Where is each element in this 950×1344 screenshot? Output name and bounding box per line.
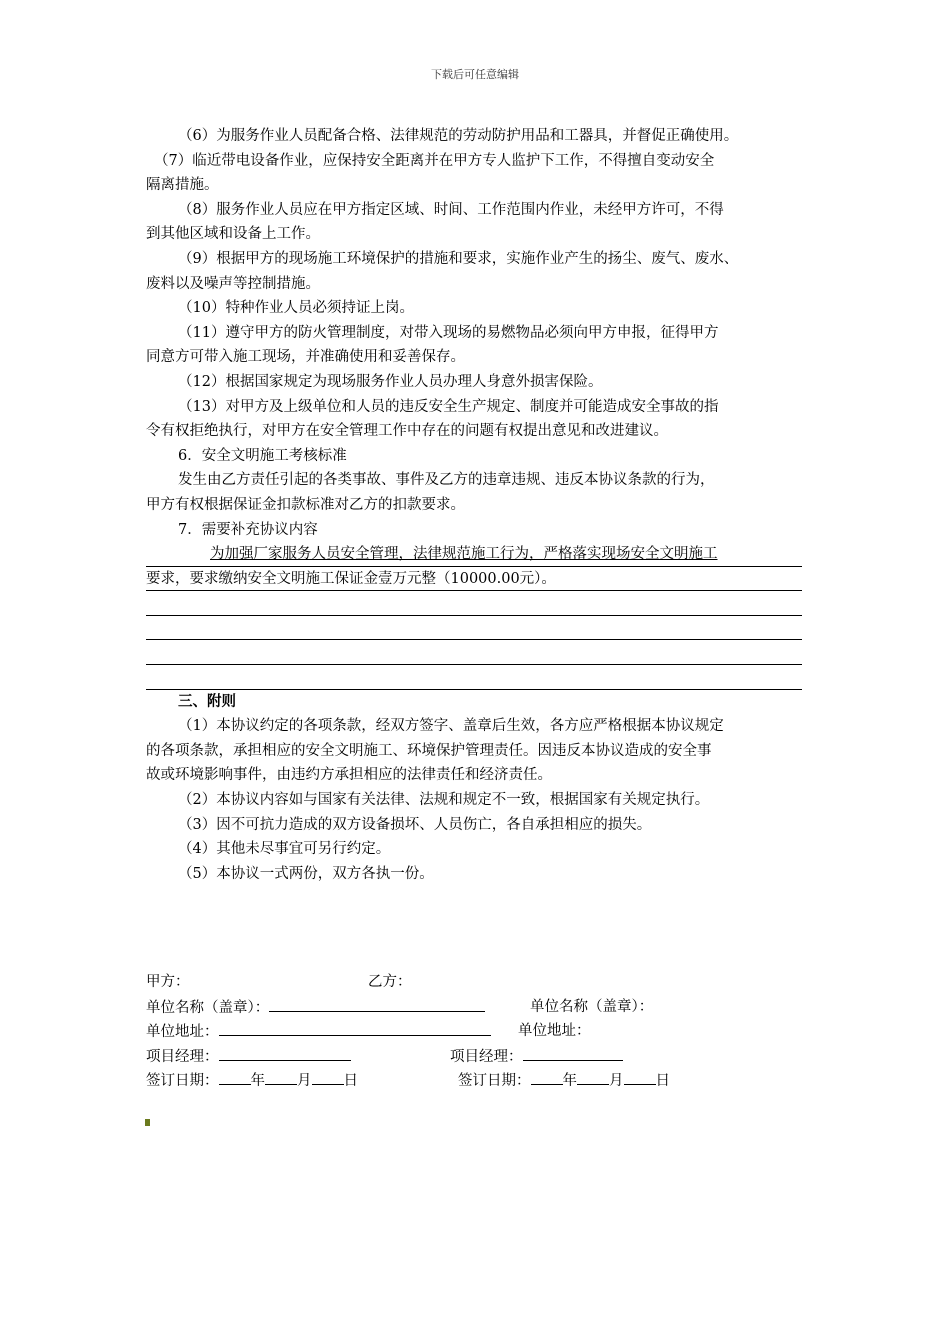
pm-a (146, 1044, 351, 1070)
appendix-1-line1: （1）本协议约定的各项条款，经双方签字、盖章后生效，各方应严格根据本协议规定 (178, 718, 724, 735)
pm-b-label: 项目经理： (450, 1048, 523, 1065)
supplement-text-1: 为加强厂家服务人员安全管理，法律规范施工行为，严格落实现场安全文明施工 (210, 546, 718, 563)
pm-b-field[interactable] (523, 1044, 623, 1061)
date-a-label: 签订日期： (146, 1073, 219, 1090)
unit-name-a (146, 995, 485, 1021)
date-a (146, 1068, 358, 1094)
document-body (146, 124, 802, 886)
appendix-4: （4）其他未尽事宜可另行约定。 (178, 841, 391, 858)
supplement-blank-line (146, 665, 802, 690)
supplement-blank-line (146, 640, 802, 665)
month-label: 月 (609, 1073, 624, 1090)
date-a-year-field[interactable] (219, 1068, 251, 1085)
date-b-label: 签订日期： (458, 1073, 531, 1090)
anchor-marker-icon (145, 1119, 150, 1126)
unit-addr-b-label: 单位地址： (518, 1023, 591, 1040)
section-6-para-line1: 发生由乙方责任引起的各类事故、事件及乙方的违章违规、违反本协议条款的行为， (178, 472, 715, 489)
appendix-5: （5）本协议一式两份，双方各执一份。 (178, 865, 434, 882)
date-b-day-field[interactable] (624, 1068, 656, 1085)
date-b-year-field[interactable] (531, 1068, 563, 1085)
day-label: 日 (343, 1073, 358, 1090)
clause-8-line2: 到其他区域和设备上工作。 (146, 226, 320, 243)
clause-13-line1: （13）对甲方及上级单位和人员的违反安全生产规定、制度并可能造成安全事故的指 (178, 398, 719, 415)
section-6-para-line2: 甲方有权根据保证金扣款标准对乙方的扣款要求。 (146, 496, 465, 513)
party-a-label: 甲方： (146, 974, 190, 990)
clause-8-line1: （8）服务作业人员应在甲方指定区域、时间、工作范围内作业，未经甲方许可，不得 (178, 201, 724, 218)
date-b-month-field[interactable] (577, 1068, 609, 1085)
clause-12: （12）根据国家规定为现场服务作业人员办理人身意外损害保险。 (178, 373, 603, 390)
supplement-blank-line (146, 591, 802, 616)
supplement-line2 (146, 567, 802, 592)
unit-name-a-label: 单位名称（盖章）： (146, 999, 270, 1016)
clause-7-line2: 隔离措施。 (146, 177, 219, 194)
supplement-line1 (146, 542, 802, 567)
appendix-1-line2: 的各项条款，承担相应的安全文明施工、环境保护管理责任。因违反本协议造成的安全事 (146, 742, 712, 759)
party-b-label: 乙方： (368, 974, 412, 990)
date-a-day-field[interactable] (312, 1068, 344, 1085)
unit-addr-a (146, 1019, 491, 1045)
year-label: 年 (562, 1073, 577, 1090)
clause-11-line2: 同意方可带入施工现场，并准确使用和妥善保存。 (146, 349, 465, 366)
appendix-title: 三、附则 (178, 692, 236, 710)
clause-7-line1: （7）临近带电设备作业，应保持安全距离并在甲方专人监护下工作，不得擅自变动安全 (154, 152, 715, 169)
page-header-note: 下载后可任意编辑 (431, 68, 519, 81)
section-6-title: 6．安全文明施工考核标准 (178, 447, 347, 464)
clause-9-line2: 废料以及噪声等控制措施。 (146, 275, 320, 292)
year-label: 年 (250, 1073, 265, 1090)
appendix-2: （2）本协议内容如与国家有关法律、法规和规定不一致，根据国家有关规定执行。 (178, 792, 710, 809)
date-b (458, 1068, 670, 1094)
clause-9-line1: （9）根据甲方的现场施工环境保护的措施和要求，实施作业产生的扬尘、废气、废水、 (178, 250, 739, 267)
supplement-blank-line (146, 616, 802, 641)
supplement-text-2: 要求，要求缴纳安全文明施工保证金壹万元整（10000.00元）。 (146, 570, 556, 587)
day-label: 日 (655, 1073, 670, 1090)
pm-b (450, 1044, 623, 1070)
appendix-1-line3: 故或环境影响事件，由违约方承担相应的法律责任和经济责任。 (146, 767, 552, 784)
section-7-title: 7．需要补充协议内容 (178, 521, 318, 538)
unit-name-b-label: 单位名称（盖章）： (530, 998, 654, 1015)
signature-block (146, 970, 802, 1093)
pm-a-field[interactable] (219, 1044, 351, 1061)
clause-11-line1: （11）遵守甲方的防火管理制度，对带入现场的易燃物品必须向甲方申报，征得甲方 (178, 324, 719, 341)
pm-a-label: 项目经理： (146, 1048, 219, 1065)
unit-addr-a-label: 单位地址： (146, 1024, 219, 1041)
clause-10: （10）特种作业人员必须持证上岗。 (178, 300, 414, 317)
month-label: 月 (297, 1073, 312, 1090)
unit-name-a-field[interactable] (269, 995, 485, 1012)
appendix-3: （3）因不可抗力造成的双方设备损坏、人员伤亡，各自承担相应的损失。 (178, 816, 652, 833)
unit-addr-a-field[interactable] (219, 1019, 491, 1036)
date-a-month-field[interactable] (265, 1068, 297, 1085)
clause-13-line2: 令有权拒绝执行，对甲方在安全管理工作中存在的问题有权提出意见和改进建议。 (146, 423, 668, 440)
clause-6: （6）为服务作业人员配备合格、法律规范的劳动防护用品和工器具，并督促正确使用。 (178, 128, 739, 144)
